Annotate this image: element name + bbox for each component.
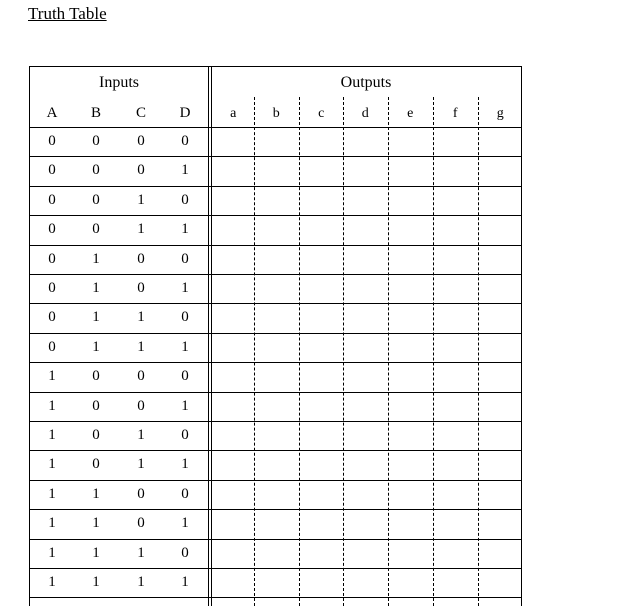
table-cell: 0 bbox=[181, 368, 189, 385]
output-cell-a[interactable] bbox=[211, 421, 256, 450]
output-cell-e[interactable] bbox=[388, 303, 433, 332]
table-cell: 1 bbox=[181, 456, 189, 473]
table-cell: 0 bbox=[48, 191, 56, 208]
output-cell-d[interactable] bbox=[343, 568, 388, 597]
output-cell-b[interactable] bbox=[254, 215, 299, 244]
output-cell-c[interactable] bbox=[299, 539, 344, 568]
table-cell: 1 bbox=[137, 456, 145, 473]
output-cell-f[interactable] bbox=[433, 480, 478, 509]
output-cell-g[interactable] bbox=[478, 509, 523, 538]
output-column-header-g: g bbox=[496, 106, 504, 121]
table-cell: 0 bbox=[181, 250, 189, 267]
table-cell: 0 bbox=[181, 544, 189, 561]
table-cell: 0 bbox=[48, 338, 56, 355]
output-cell-f[interactable] bbox=[433, 156, 478, 185]
table-cell: 1 bbox=[181, 162, 189, 179]
output-cell-f[interactable] bbox=[433, 421, 478, 450]
output-cell-e[interactable] bbox=[388, 421, 433, 450]
output-cell-a[interactable] bbox=[211, 568, 256, 597]
output-cell-f[interactable] bbox=[433, 303, 478, 332]
table-cell: 0 bbox=[137, 515, 145, 532]
table-cell: 0 bbox=[137, 485, 145, 502]
table-cell: 0 bbox=[181, 191, 189, 208]
table-cell: 0 bbox=[181, 427, 189, 443]
output-cell-c[interactable] bbox=[299, 156, 344, 185]
table-cell: 1 bbox=[92, 544, 100, 561]
output-column-header-a: a bbox=[230, 106, 237, 121]
output-cell-e[interactable] bbox=[388, 186, 433, 215]
table-cell: 1 bbox=[181, 338, 189, 355]
output-cell-c[interactable] bbox=[299, 509, 344, 538]
output-cell-c[interactable] bbox=[299, 392, 344, 421]
output-cell-b[interactable] bbox=[254, 480, 299, 509]
table-cell: 0 bbox=[92, 456, 100, 473]
table-cell: 1 bbox=[92, 574, 100, 590]
table-cell: 0 bbox=[92, 368, 100, 385]
table-cell: 0 bbox=[48, 309, 56, 326]
output-cell-f[interactable] bbox=[433, 392, 478, 421]
output-cell-d[interactable] bbox=[343, 539, 388, 568]
output-cell-d[interactable] bbox=[343, 421, 388, 450]
table-cell: 0 bbox=[92, 427, 100, 443]
table-cell: 1 bbox=[137, 427, 145, 443]
output-cell-g[interactable] bbox=[478, 450, 523, 479]
output-cell-f[interactable] bbox=[433, 509, 478, 538]
output-cell-d[interactable] bbox=[343, 450, 388, 479]
output-cell-a[interactable] bbox=[211, 156, 256, 185]
output-cell-g[interactable] bbox=[478, 215, 523, 244]
output-cell-d[interactable] bbox=[343, 245, 388, 274]
output-cell-c[interactable] bbox=[299, 303, 344, 332]
table-cell: 1 bbox=[48, 397, 56, 414]
output-cell-c[interactable] bbox=[299, 421, 344, 450]
output-cell-g[interactable] bbox=[478, 156, 523, 185]
output-cell-b[interactable] bbox=[254, 303, 299, 332]
output-cell-c[interactable] bbox=[299, 362, 344, 391]
output-cell-g[interactable] bbox=[478, 480, 523, 509]
output-cell-b[interactable] bbox=[254, 539, 299, 568]
output-cell-d[interactable] bbox=[343, 480, 388, 509]
output-cell-g[interactable] bbox=[478, 392, 523, 421]
table-cell: 1 bbox=[137, 191, 145, 208]
row-rule bbox=[30, 597, 521, 598]
table-cell: 1 bbox=[181, 221, 189, 238]
output-cell-b[interactable] bbox=[254, 245, 299, 274]
output-cell-f[interactable] bbox=[433, 539, 478, 568]
inputs-group-header: Inputs bbox=[99, 74, 139, 91]
table-cell: 0 bbox=[48, 280, 56, 296]
output-cell-d[interactable] bbox=[343, 186, 388, 215]
output-cell-b[interactable] bbox=[254, 333, 299, 362]
table-cell: 1 bbox=[181, 574, 189, 590]
output-cell-e[interactable] bbox=[388, 450, 433, 479]
table-cell: 1 bbox=[92, 338, 100, 355]
output-cell-b[interactable] bbox=[254, 568, 299, 597]
output-cell-a[interactable] bbox=[211, 303, 256, 332]
output-cell-a[interactable] bbox=[211, 362, 256, 391]
table-cell: 0 bbox=[181, 133, 189, 149]
table-cell: 0 bbox=[181, 485, 189, 502]
output-cell-c[interactable] bbox=[299, 480, 344, 509]
output-cell-f[interactable] bbox=[433, 333, 478, 362]
input-column-header-A: A bbox=[46, 105, 58, 121]
output-cell-f[interactable] bbox=[433, 215, 478, 244]
table-cell: 1 bbox=[48, 368, 56, 385]
output-cell-g[interactable] bbox=[478, 245, 523, 274]
output-column-header-f: f bbox=[452, 106, 458, 121]
output-cell-g[interactable] bbox=[478, 539, 523, 568]
table-cell: 1 bbox=[181, 397, 189, 414]
table-cell: 1 bbox=[92, 309, 100, 326]
output-column-header-e: e bbox=[407, 106, 414, 121]
output-cell-f[interactable] bbox=[433, 568, 478, 597]
table-cell: 1 bbox=[137, 338, 145, 355]
table-cell: 0 bbox=[137, 133, 145, 149]
output-cell-a[interactable] bbox=[211, 392, 256, 421]
table-cell: 1 bbox=[137, 574, 145, 590]
table-cell: 0 bbox=[92, 191, 100, 208]
output-cell-g[interactable] bbox=[478, 421, 523, 450]
table-cell: 1 bbox=[181, 280, 189, 296]
output-cell-a[interactable] bbox=[211, 539, 256, 568]
table-cell: 1 bbox=[137, 221, 145, 238]
output-cell-c[interactable] bbox=[299, 215, 344, 244]
output-cell-c[interactable] bbox=[299, 127, 344, 156]
table-cell: 0 bbox=[48, 133, 56, 149]
table-cell: 0 bbox=[137, 250, 145, 267]
table-cell: 1 bbox=[92, 250, 100, 267]
input-column-header-C: C bbox=[135, 105, 146, 121]
output-cell-a[interactable] bbox=[211, 480, 256, 509]
output-cell-b[interactable] bbox=[254, 362, 299, 391]
output-cell-e[interactable] bbox=[388, 245, 433, 274]
output-cell-c[interactable] bbox=[299, 245, 344, 274]
table-cell: 0 bbox=[48, 250, 56, 267]
output-cell-e[interactable] bbox=[388, 568, 433, 597]
output-cell-b[interactable] bbox=[254, 450, 299, 479]
table-cell: 1 bbox=[48, 485, 56, 502]
table-cell: 0 bbox=[92, 221, 100, 238]
output-cell-d[interactable] bbox=[343, 156, 388, 185]
output-cell-c[interactable] bbox=[299, 568, 344, 597]
output-cell-d[interactable] bbox=[343, 509, 388, 538]
output-cell-e[interactable] bbox=[388, 392, 433, 421]
table-cell: 1 bbox=[48, 515, 56, 532]
output-cell-a[interactable] bbox=[211, 333, 256, 362]
table-cell: 1 bbox=[92, 515, 100, 532]
output-cell-a[interactable] bbox=[211, 245, 256, 274]
output-cell-d[interactable] bbox=[343, 392, 388, 421]
output-cell-e[interactable] bbox=[388, 362, 433, 391]
table-cell: 1 bbox=[48, 427, 56, 443]
output-cell-a[interactable] bbox=[211, 186, 256, 215]
output-cell-a[interactable] bbox=[211, 215, 256, 244]
output-cell-d[interactable] bbox=[343, 303, 388, 332]
table-cell: 1 bbox=[137, 309, 145, 326]
output-cell-g[interactable] bbox=[478, 127, 523, 156]
output-cell-b[interactable] bbox=[254, 127, 299, 156]
input-column-header-B: B bbox=[90, 105, 101, 121]
output-cell-a[interactable] bbox=[211, 450, 256, 479]
output-cell-b[interactable] bbox=[254, 509, 299, 538]
output-cell-d[interactable] bbox=[343, 333, 388, 362]
output-column-header-d: d bbox=[361, 106, 369, 121]
output-cell-d[interactable] bbox=[343, 127, 388, 156]
output-cell-b[interactable] bbox=[254, 274, 299, 303]
output-cell-g[interactable] bbox=[478, 333, 523, 362]
input-column-header-D: D bbox=[179, 105, 191, 121]
output-cell-g[interactable] bbox=[478, 303, 523, 332]
table-cell: 0 bbox=[92, 133, 100, 149]
output-cell-g[interactable] bbox=[478, 362, 523, 391]
output-cell-e[interactable] bbox=[388, 274, 433, 303]
table-cell: 0 bbox=[92, 162, 100, 179]
table-cell: 1 bbox=[137, 544, 145, 561]
table-cell: 0 bbox=[92, 397, 100, 414]
table-cell: 1 bbox=[48, 574, 56, 590]
output-cell-e[interactable] bbox=[388, 127, 433, 156]
output-cell-e[interactable] bbox=[388, 215, 433, 244]
document-title: Truth Table bbox=[28, 4, 107, 23]
outputs-group-header: Outputs bbox=[340, 74, 392, 91]
output-cell-b[interactable] bbox=[254, 186, 299, 215]
output-cell-e[interactable] bbox=[388, 333, 433, 362]
table-cell: 1 bbox=[92, 280, 100, 296]
output-cell-f[interactable] bbox=[433, 450, 478, 479]
output-cell-f[interactable] bbox=[433, 245, 478, 274]
output-cell-e[interactable] bbox=[388, 156, 433, 185]
output-cell-f[interactable] bbox=[433, 362, 478, 391]
output-cell-c[interactable] bbox=[299, 333, 344, 362]
output-cell-c[interactable] bbox=[299, 186, 344, 215]
output-cell-a[interactable] bbox=[211, 509, 256, 538]
table-cell: 1 bbox=[48, 456, 56, 473]
output-column-header-b: b bbox=[272, 106, 280, 121]
output-cell-b[interactable] bbox=[254, 156, 299, 185]
table-cell: 0 bbox=[48, 162, 56, 179]
table-cell: 1 bbox=[181, 515, 189, 532]
output-cell-e[interactable] bbox=[388, 509, 433, 538]
table-cell: 1 bbox=[48, 544, 56, 561]
truth-table bbox=[29, 66, 522, 606]
output-cell-e[interactable] bbox=[388, 480, 433, 509]
output-cell-e[interactable] bbox=[388, 539, 433, 568]
table-cell: 1 bbox=[92, 485, 100, 502]
output-cell-a[interactable] bbox=[211, 274, 256, 303]
output-cell-f[interactable] bbox=[433, 186, 478, 215]
output-cell-f[interactable] bbox=[433, 127, 478, 156]
output-column-header-c: c bbox=[318, 106, 325, 121]
table-cell: 0 bbox=[137, 280, 145, 296]
table-cell: 0 bbox=[181, 309, 189, 326]
table-cell: 0 bbox=[48, 221, 56, 238]
output-cell-f[interactable] bbox=[433, 274, 478, 303]
table-cell: 0 bbox=[137, 368, 145, 385]
output-cell-g[interactable] bbox=[478, 186, 523, 215]
table-cell: 0 bbox=[137, 397, 145, 414]
output-cell-d[interactable] bbox=[343, 215, 388, 244]
output-cell-d[interactable] bbox=[343, 362, 388, 391]
output-cell-a[interactable] bbox=[211, 127, 256, 156]
output-cell-b[interactable] bbox=[254, 392, 299, 421]
output-cell-g[interactable] bbox=[478, 568, 523, 597]
output-cell-d[interactable] bbox=[343, 274, 388, 303]
output-cell-b[interactable] bbox=[254, 421, 299, 450]
output-cell-c[interactable] bbox=[299, 274, 344, 303]
table-cell: 0 bbox=[137, 162, 145, 179]
output-cell-g[interactable] bbox=[478, 274, 523, 303]
output-cell-c[interactable] bbox=[299, 450, 344, 479]
